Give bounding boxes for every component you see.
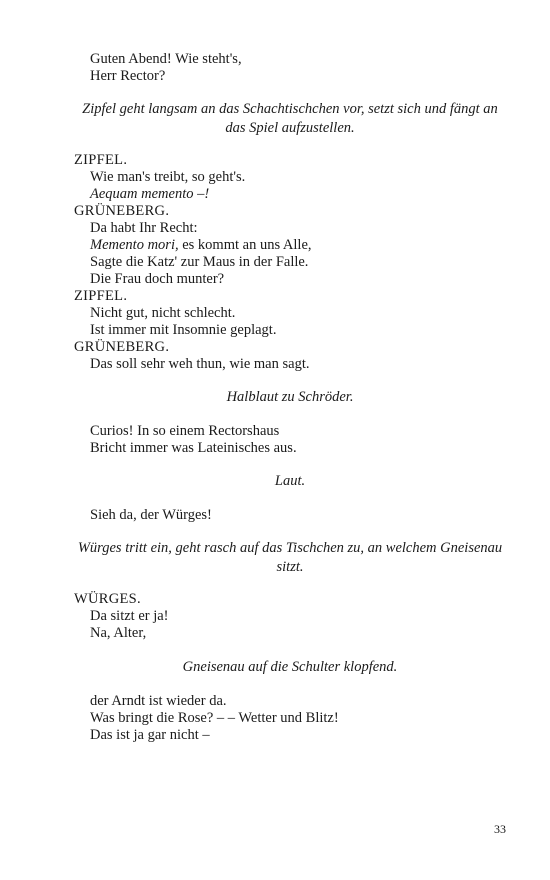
stage-direction: Laut. — [274, 473, 306, 489]
verse-line: Ist immer mit Insomnie geplagt. — [90, 322, 277, 338]
speaker-name: WÜRGES. — [74, 591, 141, 607]
verse-line: Das ist ja gar nicht – — [90, 727, 210, 743]
stage-direction-line: Zipfel geht langsam an das Schachtischchen vor, setzt sich und fängt an — [82, 101, 498, 117]
verse-line: Wie man's treibt, so geht's. — [90, 169, 246, 185]
latin-phrase: Memento mori, — [90, 237, 179, 253]
verse-line: Sieh da, der Würges! — [90, 507, 212, 523]
verse-line — [90, 237, 312, 254]
verse-line — [90, 186, 209, 203]
verse-line: Bricht immer was Lateinisches aus. — [90, 440, 297, 456]
page-number: 33 — [494, 822, 506, 836]
verse-line: Da habt Ihr Recht: — [90, 220, 198, 236]
speaker-name: GRÜNEBERG. — [74, 339, 170, 355]
play-page — [74, 0, 506, 880]
stage-direction-line: Würges tritt ein, geht rasch auf das Tischchen zu, an welchem Gneisenau — [77, 540, 503, 556]
stage-direction: Halblaut zu Schröder. — [226, 389, 354, 405]
verse-line: Herr Rector? — [90, 68, 166, 84]
verse-line: Das soll sehr weh thun, wie man sagt. — [90, 356, 310, 372]
speaker-name: ZIPFEL. — [74, 288, 128, 304]
verse-line: Sagte die Katz' zur Maus in der Falle. — [90, 254, 309, 270]
stage-direction-line: das Spiel aufzustellen. — [225, 120, 355, 136]
verse-text: es kommt an uns Alle, — [178, 237, 312, 253]
stage-direction-line: sitzt. — [276, 559, 304, 575]
verse-line: Was bringt die Rose? – – Wetter und Blitz! — [90, 710, 339, 726]
stage-direction — [74, 101, 506, 137]
verse-line: Nicht gut, nicht schlecht. — [90, 305, 236, 321]
verse-line: Da sitzt er ja! — [90, 608, 169, 624]
verse-line: Die Frau doch munter? — [90, 271, 225, 287]
verse-line: der Arndt ist wieder da. — [90, 693, 227, 709]
speaker-name: GRÜNEBERG. — [74, 203, 170, 219]
stage-direction: Gneisenau auf die Schulter klopfend. — [182, 659, 398, 675]
latin-phrase: Aequam memento –! — [90, 186, 210, 202]
verse-line: Guten Abend! Wie steht's, — [90, 51, 242, 67]
stage-direction — [74, 540, 506, 576]
speaker-name: ZIPFEL. — [74, 152, 128, 168]
verse-line: Na, Alter, — [90, 625, 147, 641]
verse-line: Curios! In so einem Rectorshaus — [90, 423, 280, 439]
